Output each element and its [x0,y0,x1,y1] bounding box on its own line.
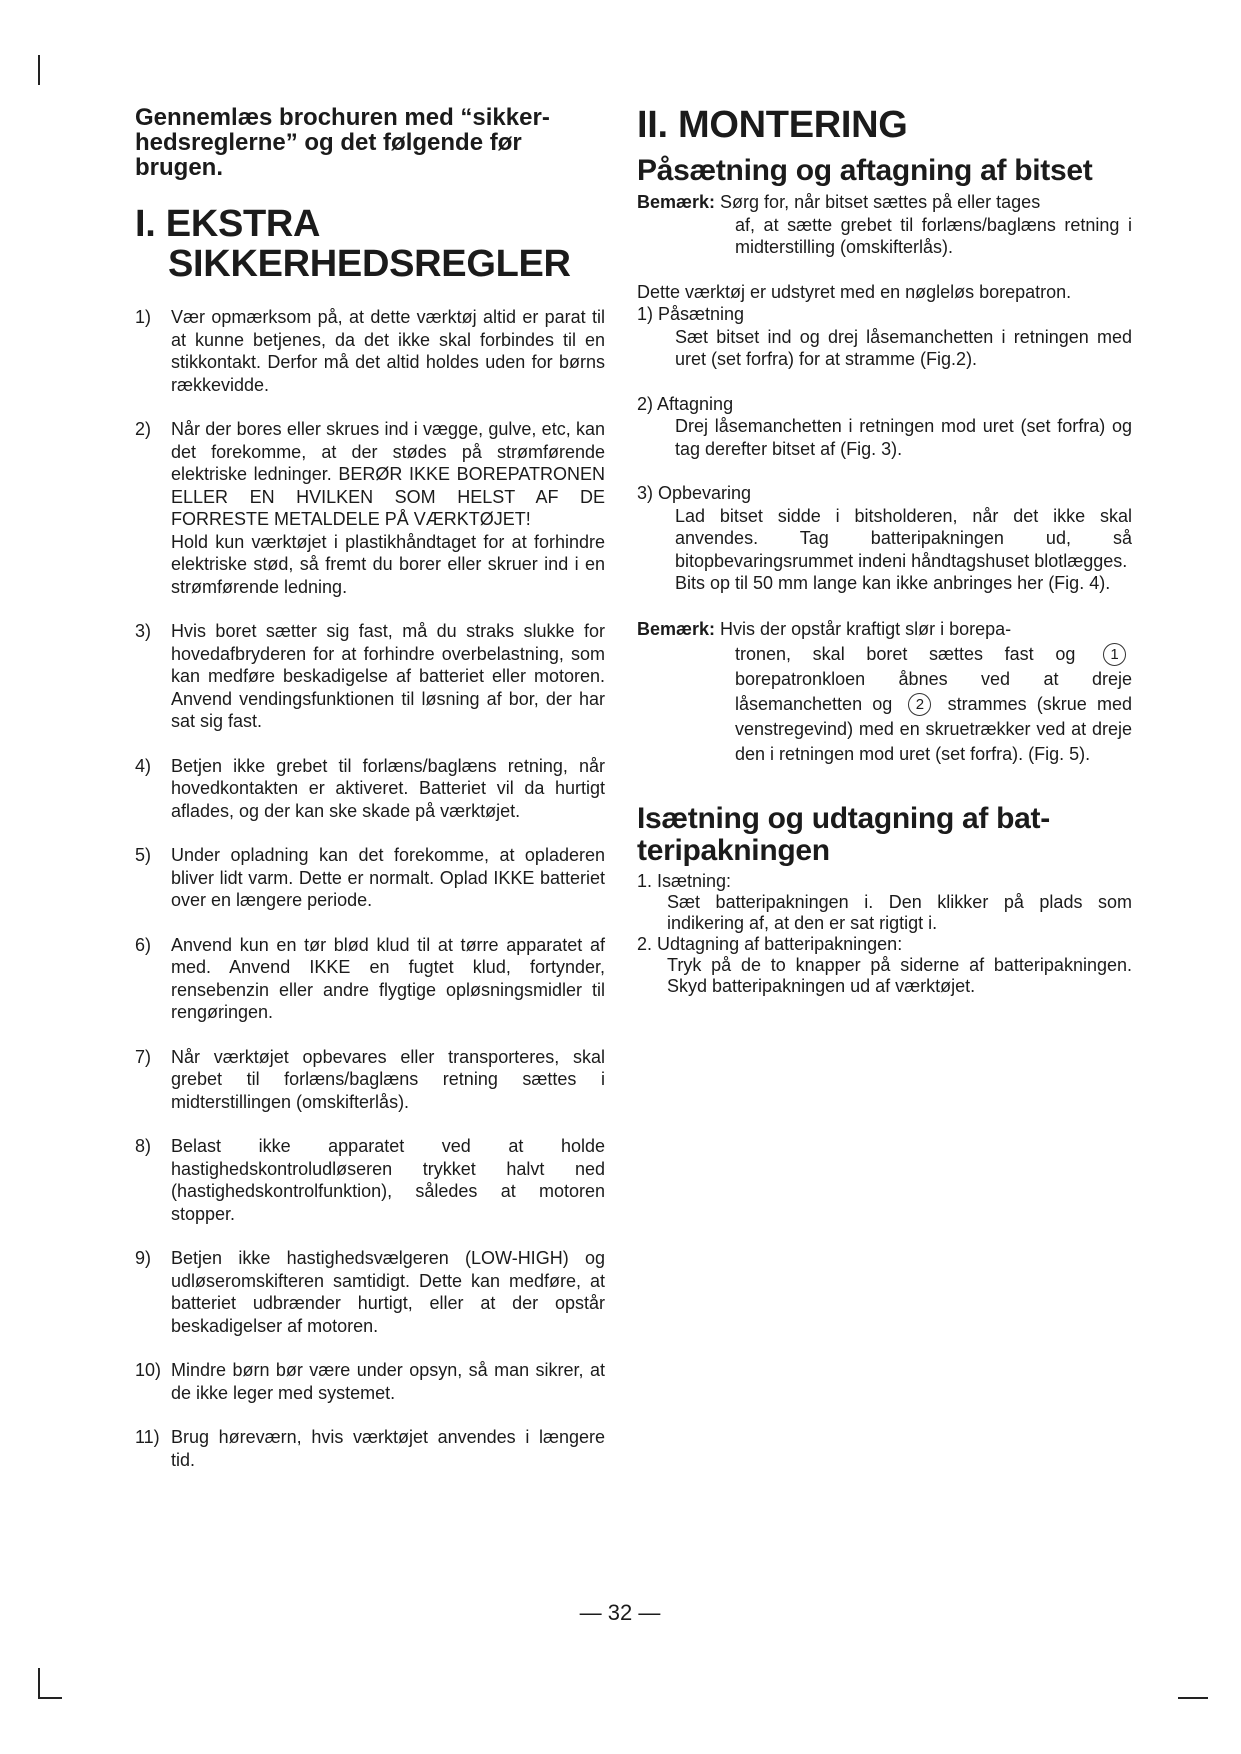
note-text: Hvis der opstår kraftigt slør i borepa- [720,618,1012,639]
list-item [135,620,605,733]
subsection-title-bitset: Påsætning og aftagning af bitset [637,154,1093,187]
battery-item-text: Sæt batteripakningen i. Den klikker på plads som indikering af, at den er sat rigtigt i. [667,891,1132,933]
note-first-line [637,191,1132,214]
item-number: 11) [135,1427,160,1447]
list-item [135,418,605,598]
item-number: 9) [135,1248,152,1268]
note-continued: af, at sætte grebet til forlæns/baglæns retning i midterstilling (omskifterlås). [735,214,1132,257]
step-label: 1) Påsætning [637,304,745,324]
note-text-c: strammes (skrue med venstregevind) med en skruetrækker ved at dreje den i retningen mod uret (set forfra). (Fig. 5). [735,693,1132,764]
subsection-title-battery [637,803,1132,867]
section-heading-assembly: II. MONTERING [637,104,908,146]
item-number: 8) [135,1136,152,1156]
step-text-continued: Bits op til 50 mm lange kan ikke anbringes her (Fig. 4). [675,573,1111,593]
heading-line-2: SIKKERHEDSREGLER [168,243,571,285]
item-text: Mindre børn bør være under opsyn, så man sikrer, at de ikke leger med systemet. [171,1360,605,1403]
battery-item [637,934,1132,997]
item-text: Belast ikke apparatet ved at holde hastighedskontroludløseren trykket halvt ned (hastighedskontrolfunktion), således at motoren stopper. [171,1136,605,1224]
list-item [135,934,605,1024]
item-number: 4) [135,755,152,776]
title-line-2: teripakningen [637,833,830,867]
item-text: Når værktøjet opbevares eller transporteres, skal grebet til forlæns/baglæns retning sættes i midterstillingen (omskifterlås). [171,1046,605,1112]
step-label: 3) Opbevaring [637,483,752,503]
note-first-line [637,617,1132,642]
item-text: Brug høreværn, hvis værktøjet anvendes i længere tid. [171,1427,605,1470]
note-label: Bemærk: [637,618,716,639]
item-number: 7) [135,1046,152,1067]
list-item [135,1426,605,1471]
note-block-1 [637,191,1132,259]
intro-note: Gennemlæs brochuren med “sikkerhedsreglerne” og det følgende før brugen. [135,104,550,181]
list-item [135,1046,605,1114]
safety-list [135,306,605,1471]
battery-list [637,871,1132,997]
crop-mark-bottom-left-horizontal [38,1697,62,1699]
page-number: — 32 — [579,1600,661,1625]
step-text: Drej låsemanchetten i retningen mod uret (set forfra) og tag derefter bitset af (Fig. 3). [675,416,1132,459]
note-continued [637,642,1132,767]
step-text: Lad bitset sidde i bitsholderen, når det ikke skal anvendes. Tag batteripakningen ud, så bitopbevaringsrummet indeni håndtagshuset blotlægges. [675,505,1132,571]
crop-mark-bottom-left-vertical [38,1668,40,1698]
title-line-1: Isætning og udtagning af bat- [637,801,1050,835]
step-label: 2) Aftagning [637,393,734,414]
item-text: Betjen ikke grebet til forlæns/baglæns retning, når hovedkontakten er aktiveret. Batteriet vil da hurtigt aflades, og der kan ske skade på værktøjet. [171,755,605,821]
battery-item-text: Tryk på de to knapper på siderne af batteripakningen. Skyd batteripakningen ud af værktøjet. [667,954,1132,996]
heading-line-1: I. EKSTRA [135,203,321,245]
left-column [135,105,605,1493]
list-item [135,1359,605,1404]
right-column [637,105,1132,997]
step-text: Sæt bitset ind og drej låsemanchetten i retningen med uret (set forfra) for at stramme (Fig.2). [675,326,1132,369]
steps-list [637,303,1132,595]
item-number: 2) [135,419,152,439]
step-item [637,393,1132,461]
list-item [135,755,605,823]
item-number: 1) [135,307,152,327]
list-item [135,844,605,912]
item-number: 10) [135,1360,162,1380]
item-text: Hvis boret sætter sig fast, må du straks slukke for hovedafbryderen for at forhindre overbelastning, som kan medføre beskadigelse af batteriet eller motoren. Anvend vendingsfunktionen til løsning af bor, der har sat sig fast. [171,621,605,731]
item-text: Betjen ikke hastighedsvælgeren (LOW-HIGH) og udløseromskifteren samtidigt. Dette kan medføre, at batteriet udbrænder hurtigt, eller at der opstår beskadigelser af motoren. [171,1248,605,1336]
item-text: Vær opmærksom på, at dette værktøj altid er parat til at kunne betjenes, da det ikke skal forbindes til en stikkontakt. Derfor må det altid holdes uden for børns rækkevidde. [171,307,605,395]
item-text: Under opladning kan det forekomme, at opladeren bliver lidt varm. Dette er normalt. Oplad IKKE batteriet over en længere periode. [171,845,605,910]
note-text-b: borepatronkloen åbnes ved at dreje låsemanchetten og [735,668,1132,714]
callout-1-icon: 1 [1103,643,1126,666]
note-block-2 [637,617,1132,767]
battery-item-label: 2. Udtagning af batteripakningen: [637,933,903,954]
list-item [135,306,605,396]
note-text: Sørg for, når bitset sættes på eller tages [720,192,1041,212]
crop-mark-top-left [38,55,40,85]
list-item [135,1135,605,1225]
section-heading-extra-safety [135,204,605,284]
battery-item [637,871,1132,934]
item-text: Når der bores eller skrues ind i vægge, gulve, etc, kan det forekomme, at der stødes på strømførende elektriske ledninger. BERØR IKKE BOREPATRONEN ELLER EN HVILKEN SOM HELST AF DE FORRESTE METALDELE PÅ VÆRKTØJET! [171,419,605,529]
step-item [637,303,1132,371]
battery-item-label: 1. Isætning: [637,870,732,891]
note-label: Bemærk: [637,192,716,212]
note-text-a: tronen, skal boret sættes fast og [735,643,1076,664]
item-number: 5) [135,845,152,865]
item-number: 3) [135,621,152,641]
list-item [135,1247,605,1337]
chuck-intro: Dette værktøj er udstyret med en nøgleløs borepatron. [637,281,1072,302]
item-number: 6) [135,934,152,955]
step-item [637,482,1132,595]
item-text: Anvend kun en tør blød klud til at tørre apparatet af med. Anvend IKKE en fugtet klud, fortynder, rensebenzin eller andre flygtige opløsningsmidler til rengøringen. [171,934,605,1022]
crop-mark-bottom-right [1178,1697,1208,1699]
callout-2-icon: 2 [908,693,931,716]
item-text-continued: Hold kun værktøjet i plastikhåndtaget for at forhindre elektriske stød, så fremt du borer eller skruer ind i en strømførende ledning. [171,531,605,597]
